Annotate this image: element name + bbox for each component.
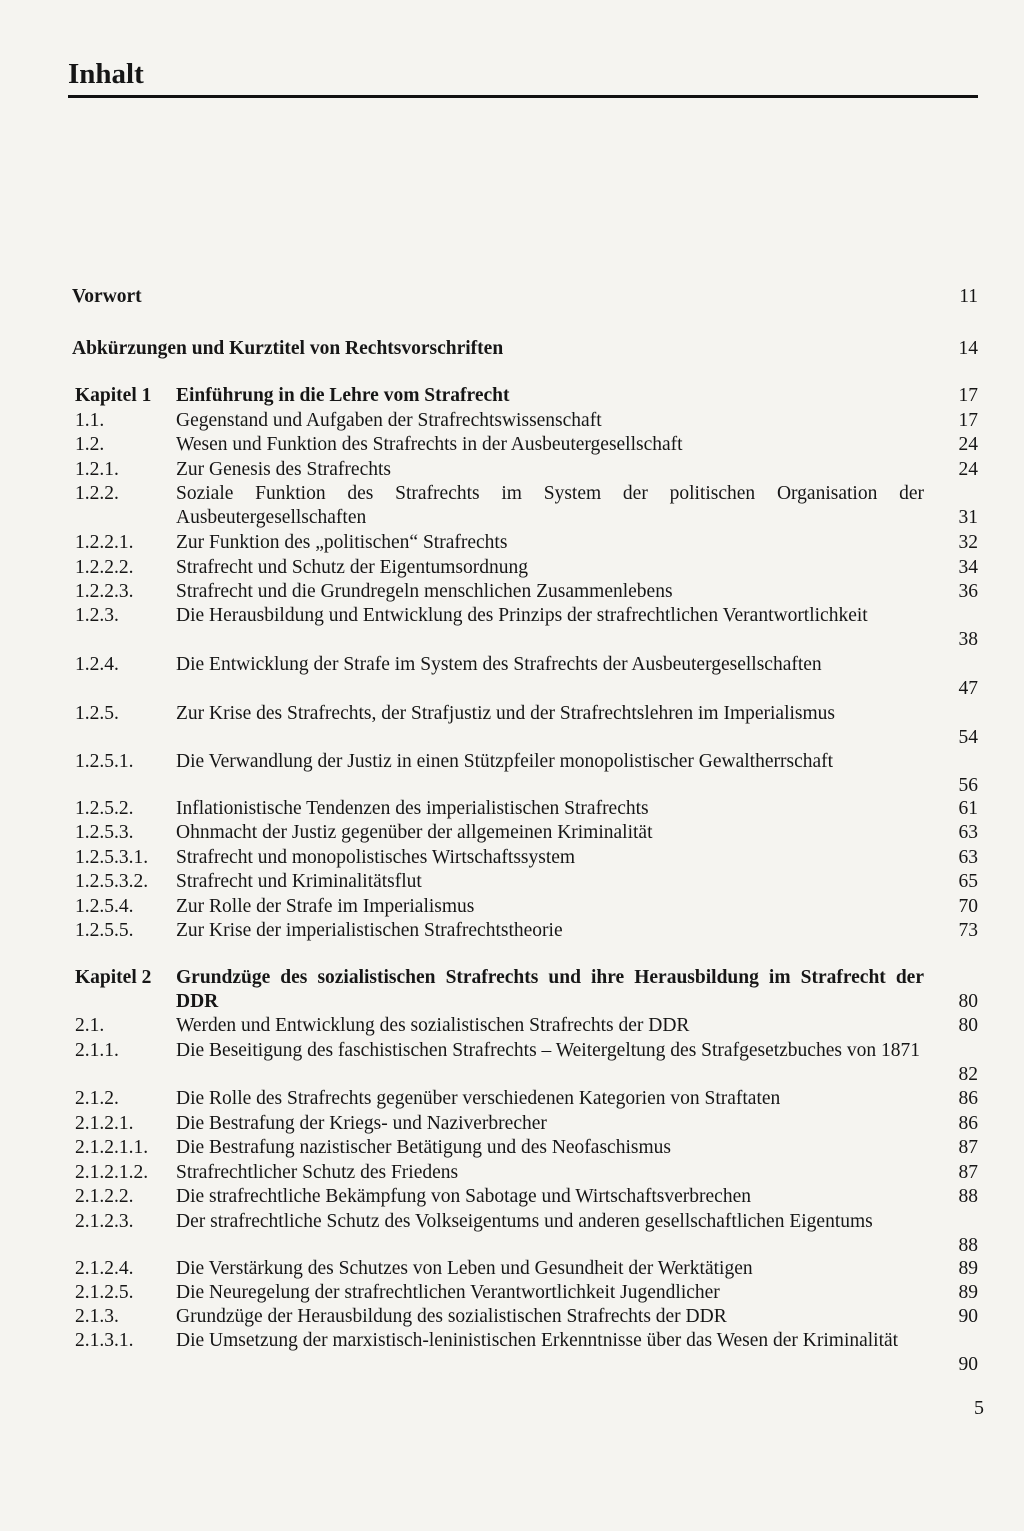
entry-number: 1.2.2.3. — [75, 581, 134, 602]
entry-number: 1.2.2. — [75, 483, 119, 504]
entry-page-number: 73 — [958, 920, 978, 941]
entry-page-number: 88 — [958, 1186, 978, 1207]
entry-number: 1.2.5.3.2. — [75, 871, 149, 892]
entry-title: Die Entwicklung der Strafe im System des Strafrechts der Ausbeutergesellschaften — [176, 654, 822, 675]
entry-page-number: 87 — [958, 1162, 978, 1183]
page-title: Inhalt — [68, 58, 144, 90]
entry-title: Ohnmacht der Justiz gegenüber der allgemeinen Kriminalität — [176, 822, 653, 843]
entry-page-number: 88 — [958, 1235, 978, 1256]
entry-number: 1.2.5.2. — [75, 798, 134, 819]
entry-page-number: 63 — [958, 847, 978, 868]
entry-title: Die Bestrafung der Kriegs- und Naziverbrecher — [176, 1113, 547, 1134]
entry-number: 1.2.5.4. — [75, 896, 134, 917]
entry-title: Vorwort — [72, 286, 142, 307]
entry-title: Die Bestrafung nazistischer Betätigung und des Neofaschismus — [176, 1137, 671, 1158]
entry-page-number: 36 — [958, 581, 978, 602]
entry-number: 2.1.3. — [75, 1306, 119, 1327]
entry-title: Werden und Entwicklung des sozialistischen Strafrechts der DDR — [176, 1015, 690, 1036]
entry-number: 2.1.2.1.1. — [75, 1137, 149, 1158]
entry-title: Inflationistische Tendenzen des imperialistischen Strafrechts — [176, 798, 649, 819]
entry-title: Zur Genesis des Strafrechts — [176, 459, 391, 480]
entry-page-number: 90 — [958, 1354, 978, 1375]
entry-title: Strafrecht und Kriminalitätsflut — [176, 871, 422, 892]
entry-number: 1.2.5.3. — [75, 822, 134, 843]
entry-number: 1.2.5.3.1. — [75, 847, 149, 868]
page-number: 5 — [974, 1397, 984, 1419]
entry-page-number: 24 — [958, 459, 978, 480]
entry-number: Kapitel 2 — [75, 967, 152, 988]
entry-number: 2.1.2.4. — [75, 1258, 134, 1279]
entry-page-number: 90 — [958, 1306, 978, 1327]
entry-page-number: 89 — [958, 1258, 978, 1279]
entry-number: 2.1.2.1.2. — [75, 1162, 149, 1183]
entry-page-number: 31 — [958, 507, 978, 528]
entry-page-number: 65 — [958, 871, 978, 892]
entry-number: 2.1.2. — [75, 1088, 119, 1109]
entry-page-number: 14 — [958, 338, 978, 359]
entry-page-number: 56 — [958, 775, 978, 796]
entry-number: 2.1.2.2. — [75, 1186, 134, 1207]
entry-title: Abkürzungen und Kurztitel von Rechtsvorschriften — [72, 338, 504, 359]
entry-page-number: 17 — [958, 385, 978, 406]
entry-page-number: 80 — [958, 1015, 978, 1036]
entry-number: 2.1.1. — [75, 1040, 119, 1061]
entry-title: Soziale Funktion des Strafrechts im System der politischen Organisation der Ausbeutergesellschaften — [176, 483, 924, 529]
entry-title: Zur Krise des Strafrechts, der Strafjustiz und der Strafrechtslehren im Imperialismus — [176, 703, 836, 724]
entry-page-number: 34 — [958, 557, 978, 578]
entry-page-number: 86 — [958, 1113, 978, 1134]
entry-number: 1.2. — [75, 434, 105, 455]
entry-number: 1.2.5.5. — [75, 920, 134, 941]
entry-page-number: 61 — [958, 798, 978, 819]
entry-page-number: 87 — [958, 1137, 978, 1158]
entry-number: 1.2.2.1. — [75, 532, 134, 553]
entry-page-number: 47 — [958, 678, 978, 699]
entry-title: Die Rolle des Strafrechts gegenüber verschiedenen Kategorien von Straftaten — [176, 1088, 781, 1109]
entry-number: Kapitel 1 — [75, 385, 152, 406]
entry-number: 1.1. — [75, 410, 105, 431]
entry-title: Die Verwandlung der Justiz in einen Stützpfeiler monopolistischer Gewaltherrschaft — [176, 751, 834, 772]
entry-page-number: 38 — [958, 629, 978, 650]
entry-page-number: 70 — [958, 896, 978, 917]
entry-title: Strafrecht und Schutz der Eigentumsordnung — [176, 557, 528, 578]
entry-page-number: 54 — [958, 727, 978, 748]
entry-title: Strafrecht und monopolistisches Wirtschaftssystem — [176, 847, 576, 868]
entry-number: 1.2.2.2. — [75, 557, 134, 578]
entry-title: Die Umsetzung der marxistisch-leninistischen Erkenntnisse über das Wesen der Kriminalität — [176, 1330, 899, 1351]
title-rule — [68, 95, 978, 98]
entry-title: Strafrecht und die Grundregeln menschlichen Zusammenlebens — [176, 581, 673, 602]
entry-number: 2.1. — [75, 1015, 105, 1036]
entry-number: 2.1.3.1. — [75, 1330, 134, 1351]
entry-page-number: 86 — [958, 1088, 978, 1109]
entry-title: Die Neuregelung der strafrechtlichen Verantwortlichkeit Jugendlicher — [176, 1282, 720, 1303]
entry-page-number: 11 — [959, 286, 978, 307]
entry-number: 1.2.5.1. — [75, 751, 134, 772]
entry-number: 2.1.2.1. — [75, 1113, 134, 1134]
entry-title: Die Herausbildung und Entwicklung des Prinzips der strafrechtlichen Verantwortlichkeit — [176, 605, 868, 626]
entry-title: Strafrechtlicher Schutz des Friedens — [176, 1162, 459, 1183]
entry-page-number: 32 — [958, 532, 978, 553]
entry-number: 1.2.1. — [75, 459, 119, 480]
entry-number: 2.1.2.3. — [75, 1211, 134, 1232]
entry-title: Die strafrechtliche Bekämpfung von Sabotage und Wirtschaftsverbrechen — [176, 1186, 751, 1207]
entry-page-number: 63 — [958, 822, 978, 843]
entry-title: Die Beseitigung des faschistischen Strafrechts – Weitergeltung des Strafgesetzbuches von 1871 — [176, 1040, 920, 1061]
entry-title: Grundzüge der Herausbildung des sozialistischen Strafrechts der DDR — [176, 1306, 727, 1327]
entry-title: Gegenstand und Aufgaben der Strafrechtswissenschaft — [176, 410, 602, 431]
entry-number: 1.2.5. — [75, 703, 119, 724]
entry-number: 2.1.2.5. — [75, 1282, 134, 1303]
entry-title: Zur Rolle der Strafe im Imperialismus — [176, 896, 475, 917]
entry-title: Der strafrechtliche Schutz des Volkseigentums und anderen gesellschaftlichen Eigentums — [176, 1211, 873, 1232]
entry-number: 1.2.4. — [75, 654, 119, 675]
entry-title: Einführung in die Lehre vom Strafrecht — [176, 385, 510, 406]
entry-title: Zur Krise der imperialistischen Strafrechtstheorie — [176, 920, 563, 941]
entry-title: Die Verstärkung des Schutzes von Leben und Gesundheit der Werktätigen — [176, 1258, 753, 1279]
entry-page-number: 82 — [958, 1064, 978, 1085]
entry-title: Grundzüge des sozialistischen Strafrechts und ihre Herausbildung im Strafrecht der DDR — [176, 967, 924, 1013]
entry-page-number: 89 — [958, 1282, 978, 1303]
entry-number: 1.2.3. — [75, 605, 119, 626]
entry-page-number: 17 — [958, 410, 978, 431]
entry-title: Wesen und Funktion des Strafrechts in der Ausbeutergesellschaft — [176, 434, 683, 455]
entry-page-number: 24 — [958, 434, 978, 455]
entry-title: Zur Funktion des „politischen“ Strafrechts — [176, 532, 508, 553]
entry-page-number: 80 — [958, 991, 978, 1012]
